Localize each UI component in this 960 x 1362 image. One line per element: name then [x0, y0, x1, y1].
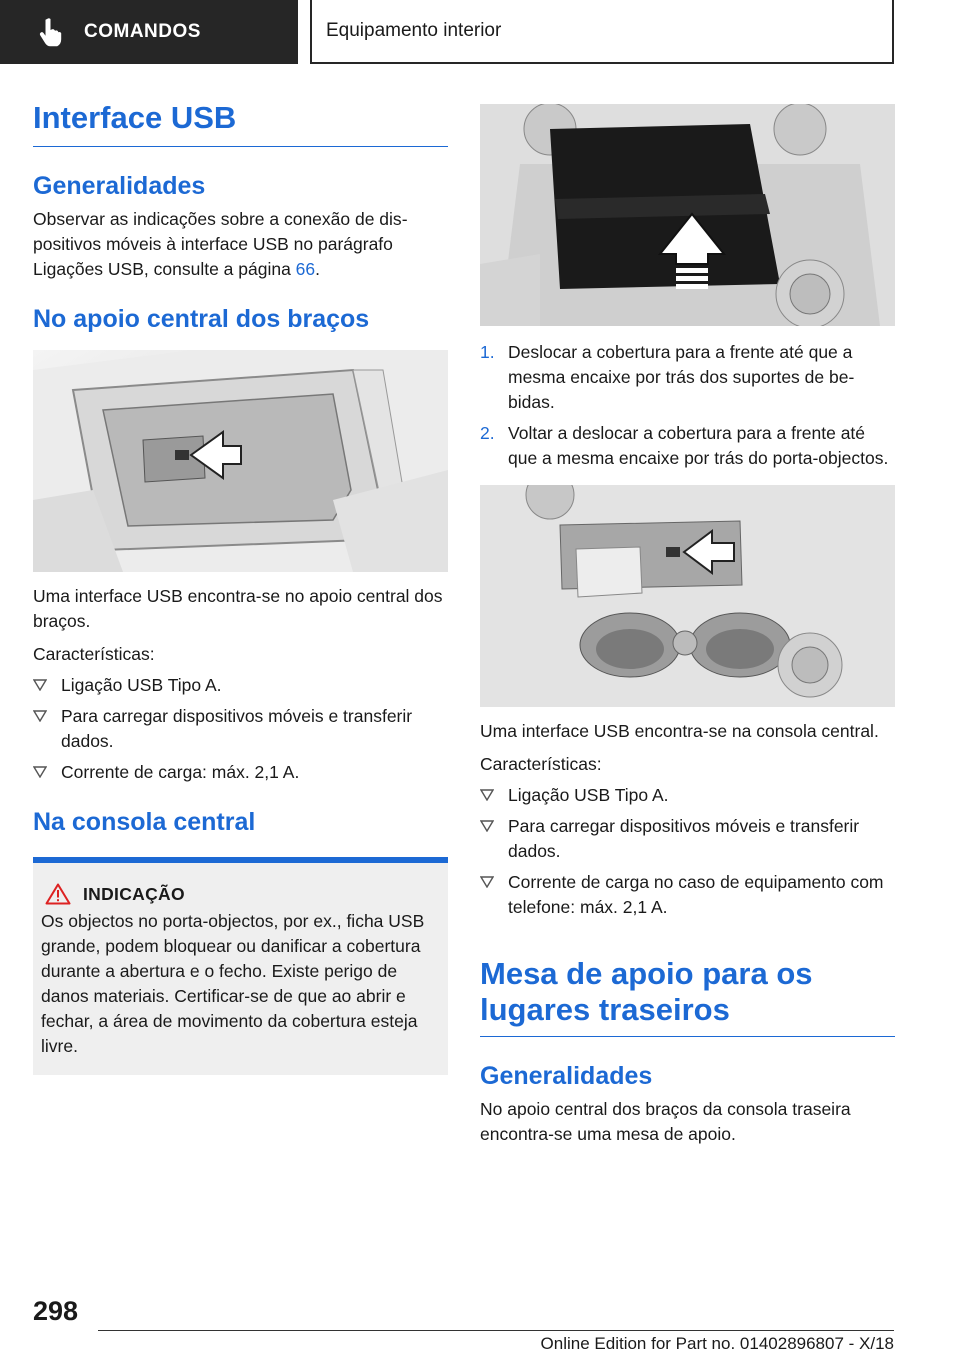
console-cover-photo — [480, 104, 895, 326]
armrest-heading: No apoio central dos braços — [33, 305, 370, 333]
page-reference-link[interactable]: 66 — [295, 259, 316, 279]
list-item: Para carregar dispositivos móveis e transferir dados. — [33, 704, 448, 754]
list-item: 2. Voltar a deslocar a cobertura para a frente até que a mesma encaixe por trás do porta-objectos. — [480, 423, 889, 468]
triangle-bullet-icon — [480, 789, 494, 801]
note-text: Os objectos no porta-objectos, por ex., ficha USB grande, podem bloquear ou danificar a cobertura durante a abertura e o fecho. Existe perigo de danos materiais. Certificar-se de que ao abrir e fechar, a área de movimento da cobertura esteja livre. — [41, 911, 425, 1056]
console-caption: Uma interface USB encontra-se na consola central. — [480, 721, 879, 741]
note-title: INDICAÇÃO — [83, 883, 185, 904]
armrest-features-label: Características: — [33, 644, 155, 664]
list-item: Para carregar dispositivos móveis e transferir dados. — [480, 814, 895, 864]
triangle-bullet-icon — [33, 710, 47, 722]
footer-rule — [98, 1330, 894, 1331]
rear-generalidades-heading: Generalidades — [480, 1062, 653, 1090]
list-item: Corrente de carga: máx. 2,1 A. — [33, 760, 448, 785]
warning-note — [33, 857, 448, 1075]
console-features-label: Características: — [480, 754, 602, 774]
hand-pointer-icon — [38, 17, 64, 47]
list-item: Ligação USB Tipo A. — [33, 673, 448, 698]
chapter-title: COMANDOS — [84, 21, 201, 42]
title-rule — [33, 146, 448, 147]
triangle-bullet-icon — [480, 876, 494, 888]
generalidades-text: Observar as indicações sobre a conexão de dispositivos móveis à interface USB no parágrafo Ligações USB, consulte a página 66. — [33, 209, 408, 279]
section-tab — [310, 0, 894, 64]
armrest-caption: Uma interface USB encontra-se no apoio central dos braços. — [33, 586, 443, 631]
rear-table-rule — [480, 1036, 895, 1037]
list-item: Ligação USB Tipo A. — [480, 783, 895, 808]
chapter-tab — [0, 0, 298, 64]
rear-generalidades-text: No apoio central dos braços da consola traseira encontra-se uma mesa de apoio. — [480, 1099, 851, 1144]
list-item: Corrente de carga no caso de equipamento com telefone: máx. 2,1 A. — [480, 870, 895, 920]
page-number: 298 — [33, 1296, 79, 1326]
steps-list — [480, 340, 895, 471]
rear-table-title: Mesa de apoio para os lugares traseiros — [480, 956, 813, 1027]
generalidades-heading: Generalidades — [33, 172, 206, 200]
section-title: Equipamento interior — [326, 20, 502, 41]
console-heading: Na consola central — [33, 808, 256, 836]
triangle-bullet-icon — [33, 766, 47, 778]
right-column — [480, 104, 895, 1147]
footer-edition: Online Edition for Part no. 01402896807 - X/18 — [540, 1334, 894, 1353]
left-column — [33, 100, 448, 1075]
triangle-bullet-icon — [33, 679, 47, 691]
armrest-features-list — [33, 673, 448, 785]
console-features-list — [480, 783, 895, 920]
page-title: Interface USB — [33, 100, 237, 135]
triangle-bullet-icon — [480, 820, 494, 832]
note-header — [41, 883, 440, 905]
console-usb-photo — [480, 485, 895, 707]
armrest-usb-photo — [33, 350, 448, 572]
warning-triangle-icon — [45, 883, 71, 905]
list-item: 1. Deslocar a cobertura para a frente até que a mesma encaixe por trás dos suportes de bebidas. — [480, 342, 855, 412]
